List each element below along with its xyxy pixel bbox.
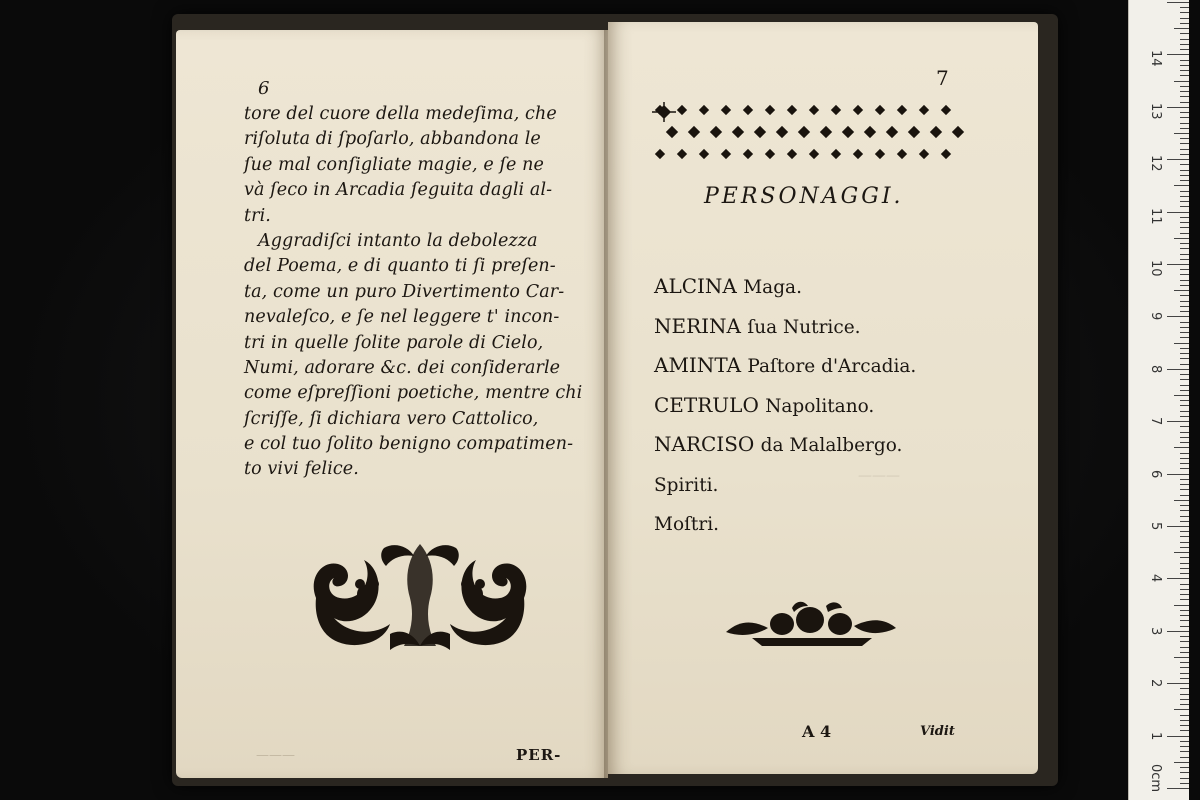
ruler-tick (1180, 720, 1189, 721)
ruler-tick (1180, 426, 1189, 427)
ruler-number: 10 (1148, 260, 1163, 277)
ruler-tick (1167, 683, 1189, 684)
ruler-tick (1180, 411, 1189, 412)
cast-entry (654, 511, 994, 551)
ruler-number: 12 (1148, 155, 1163, 172)
ruler-tick (1180, 164, 1189, 165)
ruler-tick (1180, 641, 1189, 642)
ruler-tick (1167, 474, 1189, 475)
ruler-tick (1180, 254, 1189, 255)
ruler-tick (1180, 102, 1189, 103)
ruler-tick (1180, 170, 1189, 171)
text-line: tri in quelle ſolite parole di Cielo, (244, 332, 544, 353)
text-line: và ſeco in Arcadia ſeguita dagli al- (244, 180, 553, 201)
ruler-tick (1180, 484, 1189, 485)
bleed-through-mark: ——— (256, 748, 295, 763)
ruler-tick (1180, 138, 1189, 139)
ruler-tick (1167, 212, 1189, 213)
ruler-tick (1180, 206, 1189, 207)
ruler-tick (1180, 201, 1189, 202)
character-role: da Malalbergo. (760, 435, 903, 456)
ruler-tick (1180, 767, 1189, 768)
ruler-tick (1180, 154, 1189, 155)
ruler-tick (1180, 489, 1189, 490)
ruler-tick (1180, 615, 1189, 616)
character-role: Paſtore d'Arcadia. (747, 356, 917, 377)
ruler-tick (1180, 730, 1189, 731)
ruler-tick (1180, 704, 1189, 705)
measurement-ruler (1128, 0, 1189, 800)
ruler-tick (1180, 699, 1189, 700)
left-page-text (244, 102, 583, 483)
ruler-number: 6 (1148, 469, 1163, 478)
ruler-tick (1180, 563, 1189, 564)
ruler-tick (1180, 12, 1189, 13)
ruler-tick (1180, 510, 1189, 511)
ruler-tick (1180, 531, 1189, 532)
character-role: Moſtri. (654, 514, 720, 535)
ruler-tick (1180, 348, 1189, 349)
ruler-tick (1174, 185, 1189, 186)
text-line: Numi, adorare &c. dei conſiderarle (244, 357, 561, 378)
ruler-tick (1180, 227, 1189, 228)
ruler-tick (1167, 369, 1189, 370)
ruler-number: 3 (1148, 626, 1163, 636)
ruler-tick (1180, 60, 1189, 61)
cast-entry (654, 353, 994, 393)
ruler-tick (1180, 688, 1189, 689)
ruler-tick (1174, 605, 1189, 606)
ruler-number: 11 (1148, 207, 1163, 225)
ruler-tick (1180, 217, 1189, 218)
ruler-tick (1180, 772, 1189, 773)
ruler-tick (1180, 322, 1189, 323)
text-line: riſoluta di ſpoſarlo, abbandona le (244, 129, 541, 150)
character-name: AMINTA (654, 353, 742, 377)
text-line: e col tuo ſolito benigno compatimen- (244, 434, 574, 455)
ruler-tick (1180, 65, 1189, 66)
ruler-tick (1167, 2, 1189, 3)
ruler-tick (1167, 526, 1189, 527)
ruler-tick (1180, 149, 1189, 150)
ruler-tick (1180, 458, 1189, 459)
ruler-tick (1174, 762, 1189, 763)
ruler-tick (1180, 584, 1189, 585)
ruler-tick (1180, 96, 1189, 97)
ruler-tick (1180, 358, 1189, 359)
catchword: Vidit (920, 724, 955, 739)
ruler-tick (1180, 647, 1189, 648)
ruler-tick (1180, 259, 1189, 260)
text-line: tri. (244, 205, 271, 226)
ruler-tick (1180, 547, 1189, 548)
ruler-tick (1180, 667, 1189, 668)
ruler-tick (1180, 274, 1189, 275)
character-name: NARCISO (654, 432, 755, 456)
fruit-basket-tailpiece-ornament (722, 598, 900, 648)
ruler-tick (1180, 39, 1189, 40)
ruler-tick (1180, 505, 1189, 506)
ruler-tick (1180, 191, 1189, 192)
ruler-tick (1180, 353, 1189, 354)
character-name: ALCINA (654, 274, 737, 298)
ruler-tick (1180, 49, 1189, 50)
ruler-tick (1180, 432, 1189, 433)
ruler-tick (1180, 311, 1189, 312)
ruler-tick (1180, 678, 1189, 679)
ruler-tick (1180, 332, 1189, 333)
ruler-tick (1180, 626, 1189, 627)
ruler-number: 5 (1148, 522, 1163, 531)
ruler-tick (1174, 657, 1189, 658)
ruler-tick (1180, 778, 1189, 779)
ruler-tick (1180, 327, 1189, 328)
cast-entry (654, 472, 994, 512)
text-line: del Poema, e di quanto ti ſi preſen- (244, 256, 556, 277)
ruler-tick (1180, 175, 1189, 176)
left-page (176, 30, 608, 778)
ruler-number: 14 (1148, 50, 1163, 67)
ruler-tick (1180, 453, 1189, 454)
ruler-tick (1180, 400, 1189, 401)
text-line: nevaleſco, e ſe nel leggere t' incon- (244, 307, 560, 328)
ruler-tick (1180, 495, 1189, 496)
cast-list (654, 274, 994, 551)
ruler-tick (1180, 715, 1189, 716)
ruler-tick (1180, 86, 1189, 87)
ruler-tick (1180, 123, 1189, 124)
ruler-tick (1180, 437, 1189, 438)
fleuron-headpiece-ornament (648, 102, 970, 164)
ruler-tick (1180, 117, 1189, 118)
ruler-tick (1174, 343, 1189, 344)
ruler-number: 7 (1148, 417, 1163, 426)
ruler-tick (1167, 54, 1189, 55)
ruler-tick (1180, 280, 1189, 281)
ruler-tick (1174, 28, 1189, 29)
ruler-tick (1174, 290, 1189, 291)
ruler-tick (1180, 269, 1189, 270)
character-name: NERINA (654, 313, 742, 338)
ruler-tick (1167, 159, 1189, 160)
ruler-tick (1180, 33, 1189, 34)
floral-tailpiece-ornament (304, 538, 536, 656)
ruler-tick (1180, 7, 1189, 8)
ruler-number: 9 (1148, 312, 1163, 321)
ruler-tick (1167, 264, 1189, 265)
text-line: ta, come un puro Divertimento Car- (244, 281, 565, 302)
cast-entry (654, 393, 994, 433)
ruler-tick (1180, 248, 1189, 249)
ruler-tick (1180, 783, 1189, 784)
ruler-tick (1180, 751, 1189, 752)
ruler-tick (1174, 238, 1189, 239)
character-role: Spiriti. (654, 474, 719, 496)
ruler-tick (1180, 18, 1189, 19)
ruler-tick (1180, 568, 1189, 569)
ruler-tick (1180, 516, 1189, 517)
ruler-tick (1180, 757, 1189, 758)
ruler-tick (1180, 23, 1189, 24)
ruler-tick (1180, 542, 1189, 543)
ruler-tick (1180, 725, 1189, 726)
ruler-tick (1180, 573, 1189, 574)
ruler-number: 13 (1148, 102, 1163, 120)
ruler-tick (1180, 44, 1189, 45)
ruler-tick (1180, 374, 1189, 375)
ruler-tick (1174, 447, 1189, 448)
ruler-tick (1180, 364, 1189, 365)
ruler-tick (1180, 468, 1189, 469)
ruler-unit-label: 0cm (1148, 764, 1163, 793)
ruler-tick (1180, 521, 1189, 522)
ruler-tick (1180, 662, 1189, 663)
ruler-tick (1180, 196, 1189, 197)
ruler-number: 8 (1148, 364, 1163, 374)
character-role: ſua Nutrice. (747, 316, 861, 338)
ruler-tick (1180, 594, 1189, 595)
ruler-tick (1180, 301, 1189, 302)
ruler-tick (1167, 788, 1189, 789)
ruler-tick (1167, 107, 1189, 108)
ruler-tick (1174, 709, 1189, 710)
ruler-tick (1180, 337, 1189, 338)
ruler-tick (1180, 479, 1189, 480)
ruler-tick (1180, 75, 1189, 76)
ruler-tick (1180, 243, 1189, 244)
ruler-tick (1180, 70, 1189, 71)
catchword: PER- (516, 746, 562, 764)
ruler-tick (1180, 390, 1189, 391)
ruler-tick (1180, 620, 1189, 621)
right-page (608, 22, 1038, 774)
ruler-tick (1167, 736, 1189, 737)
ruler-number: 1 (1148, 731, 1163, 740)
ruler-tick (1180, 652, 1189, 653)
ruler-tick (1174, 395, 1189, 396)
ruler-number: 4 (1148, 574, 1163, 583)
left-page-number: 6 (258, 78, 270, 99)
ruler-tick (1180, 385, 1189, 386)
ruler-tick (1180, 405, 1189, 406)
character-role: Napolitano. (765, 395, 875, 417)
ruler-tick (1180, 379, 1189, 380)
ruler-tick (1180, 416, 1189, 417)
ruler-tick (1180, 285, 1189, 286)
ruler-tick (1174, 500, 1189, 501)
ruler-tick (1167, 631, 1189, 632)
ruler-tick (1180, 536, 1189, 537)
bleed-through-mark: ——— (858, 468, 900, 484)
ruler-tick (1180, 557, 1189, 558)
ruler-tick (1180, 463, 1189, 464)
ruler-tick (1180, 746, 1189, 747)
ruler-tick (1167, 578, 1189, 579)
signature-mark: A 4 (802, 722, 832, 741)
ruler-tick (1180, 112, 1189, 113)
ruler-number: 2 (1148, 679, 1163, 688)
ruler-tick (1167, 421, 1189, 422)
ruler-tick (1180, 222, 1189, 223)
ruler-tick (1180, 91, 1189, 92)
ruler-tick (1180, 694, 1189, 695)
ruler-tick (1180, 589, 1189, 590)
ruler-tick (1180, 442, 1189, 443)
cast-entry (654, 314, 994, 354)
ruler-tick (1167, 316, 1189, 317)
ruler-tick (1180, 180, 1189, 181)
right-page-number: 7 (936, 66, 949, 90)
ruler-tick (1174, 552, 1189, 553)
ruler-tick (1180, 673, 1189, 674)
text-line: to vivi felice. (244, 459, 359, 480)
cast-entry (654, 274, 994, 314)
ruler-tick (1180, 128, 1189, 129)
ruler-tick (1180, 636, 1189, 637)
character-role: Maga. (743, 277, 802, 298)
character-name: CETRULO (654, 392, 759, 417)
ruler-tick (1180, 295, 1189, 296)
ruler-tick (1180, 143, 1189, 144)
ruler-tick (1174, 81, 1189, 82)
cast-entry (654, 432, 994, 472)
personaggi-heading: PERSONAGGI. (704, 184, 904, 209)
text-line: ſue mal conſigliate magie, e ſe ne (244, 154, 544, 175)
ruler-tick (1180, 599, 1189, 600)
ruler-tick (1180, 610, 1189, 611)
text-line: Aggradiſci intanto la debolezza (258, 230, 538, 251)
text-line: come eſpreſſioni poetiche, mentre chi (244, 383, 583, 404)
text-line: ſcriſſe, ſi dichiara vero Cattolico, (244, 408, 539, 429)
text-line: tore del cuore della medeſima, che (244, 104, 557, 124)
ruler-tick (1180, 306, 1189, 307)
ruler-tick (1180, 233, 1189, 234)
ruler-tick (1180, 741, 1189, 742)
ruler-tick (1174, 133, 1189, 134)
